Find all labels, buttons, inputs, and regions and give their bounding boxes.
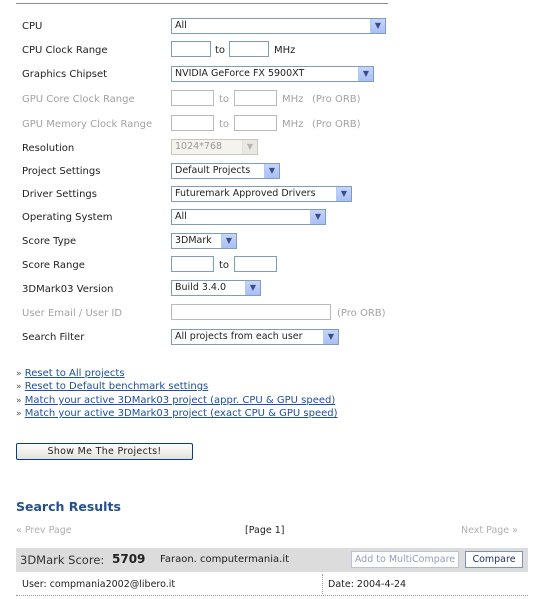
- link-row-reset-default: [16, 381, 208, 392]
- gpu-memory-pro-note: (Pro ORB): [312, 119, 361, 130]
- chevron-down-icon: ▼: [370, 19, 385, 33]
- result-user: User: compmania2002@libero.it: [22, 579, 176, 590]
- search-filter-select[interactable]: [171, 329, 339, 345]
- user-email-label: User Email / User ID: [22, 308, 123, 319]
- project-settings-select[interactable]: [171, 163, 280, 179]
- operating-system-label: Operating System: [22, 212, 113, 223]
- search-results-heading: Search Results: [16, 499, 121, 514]
- reset-all-link[interactable]: Reset to All projects: [24, 368, 125, 379]
- search-filter-label: Search Filter: [22, 332, 85, 343]
- gpu-core-pro-note: (Pro ORB): [312, 94, 361, 105]
- version-value: Build 3.4.0: [175, 282, 227, 293]
- gpu-memory-min-input[interactable]: [171, 115, 214, 131]
- result-date: Date: 2004-4-24: [328, 579, 407, 590]
- chevron-down-icon: ▼: [221, 234, 236, 248]
- next-page-link[interactable]: Next Page »: [461, 525, 518, 536]
- gpu-core-to: to: [219, 94, 230, 105]
- gpu-memory-unit: MHz: [282, 119, 304, 130]
- resolution-label: Resolution: [22, 143, 75, 154]
- score-range-label: Score Range: [22, 260, 85, 271]
- match-approx-link[interactable]: Match your active 3DMark03 project (appr. CPU & GPU speed): [24, 395, 336, 406]
- cpu-select-value: All: [175, 20, 187, 31]
- submitter-name: Faraon. computermania.it: [160, 554, 290, 565]
- score-type-value: 3DMark: [175, 235, 212, 246]
- cpu-clock-unit: MHz: [274, 45, 296, 56]
- resolution-value: 1024*768: [175, 141, 223, 152]
- chevron-down-icon: ▼: [336, 187, 351, 201]
- resolution-select[interactable]: [171, 139, 258, 155]
- project-settings-label: Project Settings: [22, 166, 101, 177]
- reset-default-link[interactable]: Reset to Default benchmark settings: [24, 381, 209, 392]
- score-type-label: Score Type: [22, 236, 77, 247]
- gpu-memory-to: to: [219, 119, 230, 130]
- score-range-to: to: [219, 260, 230, 271]
- graphics-chipset-value: NVIDIA GeForce FX 5900XT: [175, 68, 305, 79]
- chevron-down-icon: ▼: [310, 210, 325, 224]
- driver-settings-select[interactable]: [171, 186, 352, 202]
- score-value: 5709: [112, 552, 146, 566]
- page-indicator: [Page 1]: [245, 525, 285, 536]
- chevron-down-icon: ▼: [264, 164, 279, 178]
- operating-system-select[interactable]: [171, 209, 326, 225]
- chevron-down-icon: ▼: [245, 281, 260, 295]
- gpu-core-max-input[interactable]: [234, 90, 277, 106]
- link-row-reset-all: [16, 368, 125, 379]
- match-exact-link[interactable]: Match your active 3DMark03 project (exact CPU & GPU speed): [24, 408, 338, 419]
- chevron-down-icon: ▼: [323, 330, 338, 344]
- show-projects-button[interactable]: Show Me The Projects!: [16, 443, 193, 460]
- cpu-clock-min-input[interactable]: [171, 41, 211, 57]
- version-select[interactable]: [171, 280, 261, 296]
- gpu-core-unit: MHz: [282, 94, 304, 105]
- gpu-memory-max-input[interactable]: [234, 115, 277, 131]
- cpu-select[interactable]: [171, 18, 386, 34]
- bullet-icon: »: [16, 382, 22, 392]
- version-label: 3DMark03 Version: [22, 284, 114, 295]
- bullet-icon: »: [16, 396, 22, 406]
- cpu-clock-label: CPU Clock Range: [22, 45, 108, 56]
- search-filter-value: All projects from each user: [175, 331, 303, 342]
- score-range-min-input[interactable]: [171, 256, 214, 272]
- gpu-core-min-input[interactable]: [171, 90, 214, 106]
- graphics-chipset-select[interactable]: [171, 66, 374, 82]
- cpu-clock-max-input[interactable]: [229, 41, 269, 57]
- user-email-input[interactable]: [171, 304, 331, 320]
- add-multicompare-button[interactable]: Add to MultiCompare: [351, 551, 459, 568]
- gpu-core-clock-label: GPU Core Clock Range: [22, 94, 135, 105]
- link-row-match-exact: [16, 408, 338, 419]
- driver-settings-value: Futuremark Approved Drivers: [175, 188, 316, 199]
- project-settings-value: Default Projects: [175, 165, 251, 176]
- cpu-clock-to: to: [215, 45, 226, 56]
- bullet-icon: »: [16, 409, 22, 419]
- user-email-pro-note: (Pro ORB): [337, 308, 386, 319]
- link-row-match-approx: [16, 395, 335, 406]
- cpu-label: CPU: [22, 21, 43, 32]
- chevron-down-icon: ▼: [242, 140, 257, 154]
- top-divider: [16, 3, 388, 4]
- result-row-divider: [322, 574, 323, 594]
- gpu-memory-clock-label: GPU Memory Clock Range: [22, 119, 153, 130]
- score-range-max-input[interactable]: [234, 256, 277, 272]
- score-label: 3DMark Score:: [20, 553, 105, 567]
- bullet-icon: »: [16, 369, 22, 379]
- chevron-down-icon: ▼: [358, 67, 373, 81]
- prev-page-link[interactable]: « Prev Page: [16, 525, 72, 536]
- score-type-select[interactable]: [171, 233, 237, 249]
- graphics-chipset-label: Graphics Chipset: [22, 69, 108, 80]
- operating-system-value: All: [175, 211, 187, 222]
- driver-settings-label: Driver Settings: [22, 189, 97, 200]
- compare-button[interactable]: Compare: [465, 551, 523, 568]
